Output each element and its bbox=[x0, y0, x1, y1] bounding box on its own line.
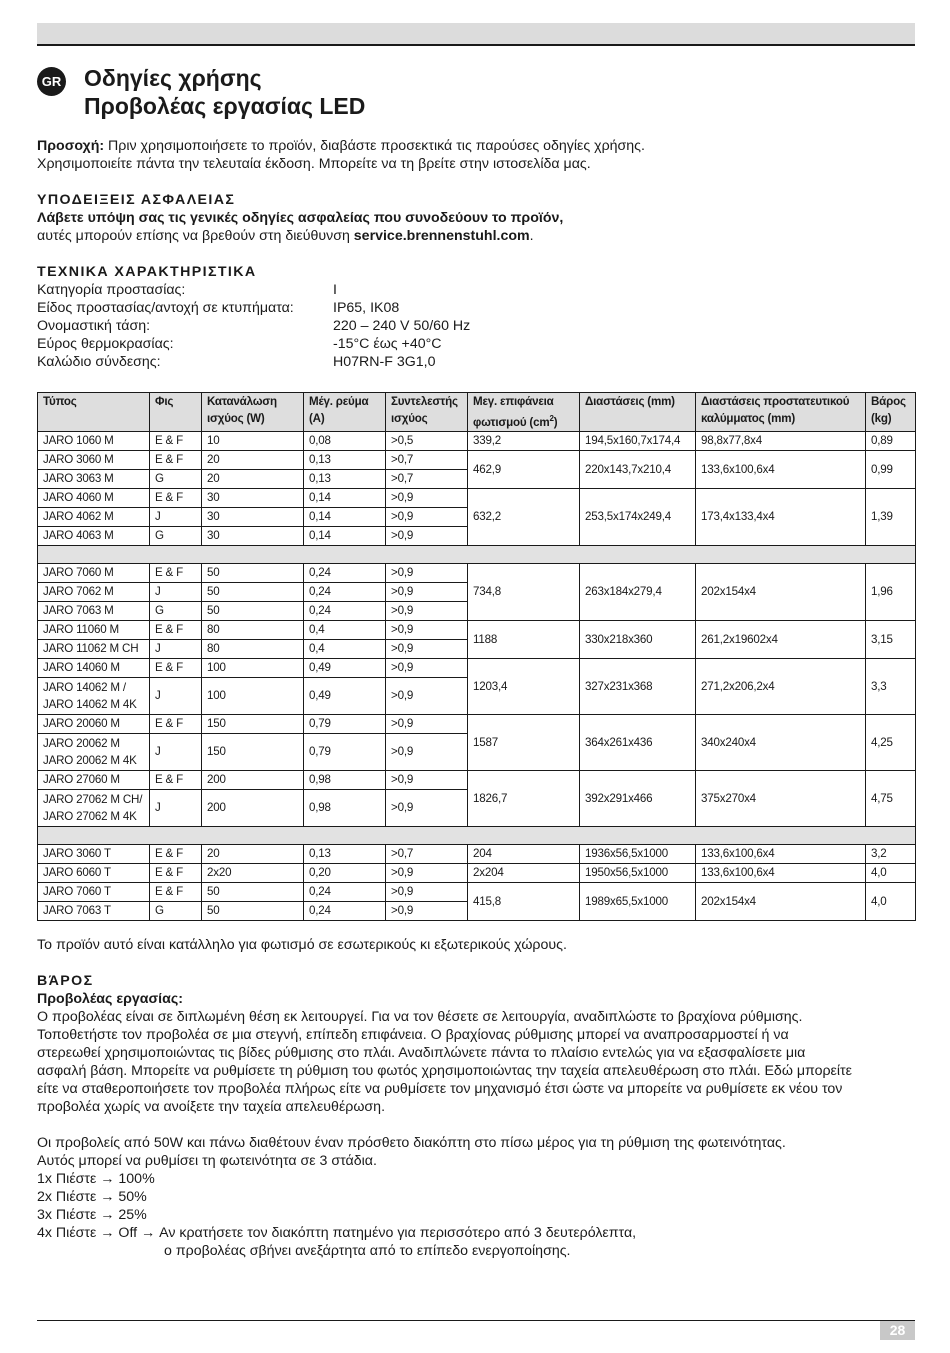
cell-area: 462,9 bbox=[468, 450, 580, 488]
cell-power: 30 bbox=[202, 526, 304, 545]
language-badge-icon: GR bbox=[37, 67, 66, 96]
cell-factor: >0,9 bbox=[386, 639, 468, 658]
cell-plug: G bbox=[150, 601, 202, 620]
cell-area: 1587 bbox=[468, 714, 580, 770]
cell-dims: 1950x56,5x1000 bbox=[580, 863, 696, 882]
cell-plug: E & F bbox=[150, 770, 202, 789]
cell-current: 0,79 bbox=[304, 733, 386, 770]
safety-line-2: αυτές μπορούν επίσης να βρεθούν στη διεύθυνση bbox=[37, 228, 354, 244]
dimmer-step: 1x Πιέστε → 100% bbox=[37, 1171, 155, 1187]
spec-row bbox=[37, 299, 470, 317]
cell-type: JARO 27062 M CH/ JARO 27062 M 4K bbox=[38, 789, 150, 826]
intro-line-1: Πριν χρησιμοποιήσετε το προϊόν, διαβάστε προσεκτικά τις παρούσες οδηγίες χρήσης. bbox=[104, 138, 645, 154]
cell-weight: 4,75 bbox=[866, 770, 916, 826]
cell-current: 0,14 bbox=[304, 526, 386, 545]
header-bar bbox=[37, 23, 915, 46]
cell-type: JARO 4060 M bbox=[38, 488, 150, 507]
spec-value: 220 – 240 V 50/60 Hz bbox=[333, 318, 471, 334]
cell-factor: >0,9 bbox=[386, 507, 468, 526]
cell-factor: >0,9 bbox=[386, 601, 468, 620]
cell-plug: G bbox=[150, 901, 202, 920]
cell-plug: E & F bbox=[150, 844, 202, 863]
col-header-power: Κατανάλωση ισχύος (W) bbox=[202, 393, 304, 432]
cell-type: JARO 27060 M bbox=[38, 770, 150, 789]
cell-current: 0,4 bbox=[304, 620, 386, 639]
cell-factor: >0,9 bbox=[386, 526, 468, 545]
table-row bbox=[38, 658, 916, 677]
cell-factor: >0,7 bbox=[386, 844, 468, 863]
paragraph-line: Αυτός μπορεί να ρυθμίσει τη φωτεινότητα σε 3 στάδια. bbox=[37, 1153, 377, 1169]
cell-plug: E & F bbox=[150, 714, 202, 733]
table-row bbox=[38, 770, 916, 789]
cell-factor: >0,9 bbox=[386, 677, 468, 714]
cell-dims: 364x261x436 bbox=[580, 714, 696, 770]
cell-dims: 327x231x368 bbox=[580, 658, 696, 714]
cell-type: JARO 14062 M / JARO 14062 M 4K bbox=[38, 677, 150, 714]
spec-row bbox=[37, 281, 470, 299]
cell-power: 150 bbox=[202, 733, 304, 770]
cell-type: JARO 7062 M bbox=[38, 582, 150, 601]
page-number: 28 bbox=[880, 1321, 915, 1340]
cell-power: 50 bbox=[202, 582, 304, 601]
safety-line-2-end: . bbox=[529, 228, 534, 244]
paragraph-line: Τοποθετήστε τον προβολέα σε μια στεγνή, επίπεδη επιφάνεια. Ο βραχίονας ρύθμισης μπορεί να αναπροσαρμοστεί ή να bbox=[37, 1027, 789, 1043]
cell-type: JARO 20062 M JARO 20062 M 4K bbox=[38, 733, 150, 770]
spec-label: Ονομαστική τάση: bbox=[37, 318, 151, 334]
cell-dims: 194,5x160,7x174,4 bbox=[580, 431, 696, 450]
spec-label: Κατηγορία προστασίας: bbox=[37, 282, 186, 298]
cell-plug: G bbox=[150, 469, 202, 488]
cell-plug: E & F bbox=[150, 882, 202, 901]
cell-plug: J bbox=[150, 733, 202, 770]
cell-weight: 0,99 bbox=[866, 450, 916, 488]
cell-dims: 253,5x174x249,4 bbox=[580, 488, 696, 545]
cell-current: 0,20 bbox=[304, 863, 386, 882]
cell-factor: >0,9 bbox=[386, 582, 468, 601]
intro-line-2: Χρησιμοποιείτε πάντα την τελευταία έκδοση. Μπορείτε να τη βρείτε στην ιστοσελίδα μας. bbox=[37, 156, 591, 172]
cell-plug: J bbox=[150, 677, 202, 714]
cell-type: JARO 11060 M bbox=[38, 620, 150, 639]
cell-cover: 202x154x4 bbox=[696, 563, 866, 620]
cell-current: 0,49 bbox=[304, 658, 386, 677]
cell-factor: >0,9 bbox=[386, 770, 468, 789]
product-table bbox=[37, 392, 916, 921]
cell-power: 30 bbox=[202, 507, 304, 526]
cell-area: 1826,7 bbox=[468, 770, 580, 826]
cell-type: JARO 3063 M bbox=[38, 469, 150, 488]
table-row bbox=[38, 714, 916, 733]
cell-area: 2x204 bbox=[468, 863, 580, 882]
col-header-weight: Βάρος (kg) bbox=[866, 393, 916, 432]
cell-factor: >0,9 bbox=[386, 620, 468, 639]
dimmer-step-note: ο προβολέας σβήνει ανεξάρτητα από το επίπεδο ενεργοποίησης. bbox=[164, 1243, 571, 1259]
cell-current: 0,13 bbox=[304, 844, 386, 863]
cell-current: 0,14 bbox=[304, 488, 386, 507]
col-header-type: Τύπος bbox=[38, 393, 150, 432]
cell-power: 80 bbox=[202, 639, 304, 658]
col-header-factor: Συντελεστής ισχύος bbox=[386, 393, 468, 432]
cell-current: 0,98 bbox=[304, 770, 386, 789]
cell-plug: E & F bbox=[150, 563, 202, 582]
cell-dims: 1936x56,5x1000 bbox=[580, 844, 696, 863]
paragraph-line: προβολέα χωρίς να ανοίξετε την ταχεία απελευθέρωση. bbox=[37, 1099, 386, 1115]
cell-power: 2x20 bbox=[202, 863, 304, 882]
paragraph-line: στερεωθεί χρησιμοποιώντας τις βίδες ρύθμισης στο πλάι. Αναδιπλώνετε πάντα το πλαίσιο εντελώς για να εξασφαλίσετε μια bbox=[37, 1045, 806, 1061]
cell-weight: 1,96 bbox=[866, 563, 916, 620]
cell-dims: 1989x65,5x1000 bbox=[580, 882, 696, 920]
cell-dims: 263x184x279,4 bbox=[580, 563, 696, 620]
cell-power: 50 bbox=[202, 901, 304, 920]
suitability-note: Το προϊόν αυτό είναι κατάλληλο για φωτισμό σε εσωτερικούς κι εξωτερικούς χώρους. bbox=[37, 937, 567, 953]
table-row bbox=[38, 844, 916, 863]
cell-type: JARO 6060 T bbox=[38, 863, 150, 882]
footer-rule bbox=[37, 1320, 915, 1321]
dimmer-step: 4x Πιέστε → Off → Αν κρατήσετε τον διακόπτη πατημένο για περισσότερο από 3 δευτερόλεπτα, bbox=[37, 1225, 637, 1241]
operation-subheading: Προβολέας εργασίας: bbox=[37, 991, 183, 1007]
operation-heading: ΒΆΡΟΣ bbox=[37, 973, 94, 989]
cell-current: 0,24 bbox=[304, 582, 386, 601]
cell-plug: E & F bbox=[150, 488, 202, 507]
cell-dims: 330x218x360 bbox=[580, 620, 696, 658]
table-row bbox=[38, 863, 916, 882]
cell-power: 50 bbox=[202, 563, 304, 582]
cell-current: 0,49 bbox=[304, 677, 386, 714]
cell-factor: >0,5 bbox=[386, 431, 468, 450]
cell-factor: >0,9 bbox=[386, 488, 468, 507]
cell-type: JARO 7060 T bbox=[38, 882, 150, 901]
cell-power: 100 bbox=[202, 658, 304, 677]
cell-type: JARO 20060 M bbox=[38, 714, 150, 733]
dimmer-section bbox=[37, 1134, 786, 1260]
spec-row bbox=[37, 353, 470, 371]
dimmer-step: 3x Πιέστε → 25% bbox=[37, 1207, 147, 1223]
cell-cover: 261,2x19602x4 bbox=[696, 620, 866, 658]
col-header-plug: Φις bbox=[150, 393, 202, 432]
cell-area: 415,8 bbox=[468, 882, 580, 920]
cell-factor: >0,9 bbox=[386, 733, 468, 770]
cell-cover: 375x270x4 bbox=[696, 770, 866, 826]
cell-current: 0,24 bbox=[304, 901, 386, 920]
spec-value: IP65, IK08 bbox=[333, 300, 400, 316]
cell-plug: E & F bbox=[150, 431, 202, 450]
paragraph-line: είτε να σταθεροποιήσετε τον προβολέα πλήρως είτε να ρυθμίσετε τον μηχανισμό έτσι ώστε να μπορείτε να ρυθμίσετε εκ νέου τον bbox=[37, 1081, 843, 1097]
cell-current: 0,98 bbox=[304, 789, 386, 826]
cell-cover: 133,6x100,6x4 bbox=[696, 863, 866, 882]
cell-weight: 0,89 bbox=[866, 431, 916, 450]
spec-label: Είδος προστασίας/αντοχή σε κτυπήματα: bbox=[37, 300, 294, 316]
cell-cover: 340x240x4 bbox=[696, 714, 866, 770]
cell-area: 1203,4 bbox=[468, 658, 580, 714]
cell-power: 200 bbox=[202, 789, 304, 826]
cell-plug: E & F bbox=[150, 658, 202, 677]
cell-type: JARO 11062 M CH bbox=[38, 639, 150, 658]
title-line-2: Προβολέας εργασίας LED bbox=[84, 93, 366, 119]
paragraph-line: Οι προβολείς από 50W και πάνω διαθέτουν έναν πρόσθετο διακόπτη στο πίσω μέρος για τη ρύθμιση της φωτεινότητας. bbox=[37, 1135, 786, 1151]
cell-power: 200 bbox=[202, 770, 304, 789]
table-row bbox=[38, 620, 916, 639]
cell-current: 0,24 bbox=[304, 601, 386, 620]
cell-cover: 133,6x100,6x4 bbox=[696, 450, 866, 488]
attention-label: Προσοχή: bbox=[37, 138, 105, 154]
cell-weight: 1,39 bbox=[866, 488, 916, 545]
cell-type: JARO 4062 M bbox=[38, 507, 150, 526]
spec-value: -15°C έως +40°C bbox=[333, 336, 442, 352]
table-row bbox=[38, 882, 916, 901]
specs-list bbox=[37, 281, 470, 371]
cell-weight: 3,2 bbox=[866, 844, 916, 863]
cell-weight: 3,3 bbox=[866, 658, 916, 714]
cell-factor: >0,9 bbox=[386, 714, 468, 733]
cell-factor: >0,9 bbox=[386, 658, 468, 677]
cell-type: JARO 7060 M bbox=[38, 563, 150, 582]
paragraph-line: ασφαλή βάση. Μπορείτε να ρυθμίσετε τη ρύθμιση του φωτός χρησιμοποιώντας την ταχεία απελευθέρωση στο πλάι. Εδώ μπορείτε bbox=[37, 1063, 852, 1079]
page-title bbox=[84, 64, 365, 120]
intro-notice bbox=[37, 137, 645, 173]
spec-row bbox=[37, 317, 470, 335]
cell-plug: J bbox=[150, 507, 202, 526]
col-header-current: Μέγ. ρεύμα (A) bbox=[304, 393, 386, 432]
cell-power: 30 bbox=[202, 488, 304, 507]
cell-power: 20 bbox=[202, 450, 304, 469]
spec-row bbox=[37, 335, 470, 353]
cell-power: 10 bbox=[202, 431, 304, 450]
col-header-area: Μεγ. επιφάνεια φωτισμού $(cm^2)$ bbox=[468, 393, 580, 432]
cell-type: JARO 7063 M bbox=[38, 601, 150, 620]
cell-power: 80 bbox=[202, 620, 304, 639]
spec-label: Εύρος θερμοκρασίας: bbox=[37, 336, 174, 352]
table-row bbox=[38, 431, 916, 450]
col-header-dims: Διαστάσεις (mm) bbox=[580, 393, 696, 432]
cell-power: 50 bbox=[202, 601, 304, 620]
cell-type: JARO 4063 M bbox=[38, 526, 150, 545]
cell-factor: >0,9 bbox=[386, 882, 468, 901]
cell-current: 0,79 bbox=[304, 714, 386, 733]
paragraph-line: Ο προβολέας είναι σε διπλωμένη θέση εκ λειτουργεί. Για να τον θέσετε σε λειτουργία, αναδιπλώστε το βραχίονα ρύθμισης. bbox=[37, 1009, 803, 1025]
spec-value: I bbox=[333, 282, 337, 298]
cell-cover: 98,8x77,8x4 bbox=[696, 431, 866, 450]
cell-weight: 4,0 bbox=[866, 882, 916, 920]
cell-power: 20 bbox=[202, 469, 304, 488]
cell-cover: 173,4x133,4x4 bbox=[696, 488, 866, 545]
cell-dims: 392x291x466 bbox=[580, 770, 696, 826]
cell-dims: 220x143,7x210,4 bbox=[580, 450, 696, 488]
specs-heading: ΤΕΧΝΙΚΑ ΧΑΡΑΚΤΗΡΙΣΤΙΚΑ bbox=[37, 264, 257, 280]
table-row bbox=[38, 450, 916, 469]
cell-current: 0,24 bbox=[304, 882, 386, 901]
cell-power: 20 bbox=[202, 844, 304, 863]
cell-factor: >0,9 bbox=[386, 863, 468, 882]
cell-type: JARO 7063 T bbox=[38, 901, 150, 920]
safety-heading: ΥΠΟΔΕΙΞΕΙΣ ΑΣΦΑΛΕΙΑΣ bbox=[37, 192, 236, 208]
cell-plug: J bbox=[150, 789, 202, 826]
cell-cover: 271,2x206,2x4 bbox=[696, 658, 866, 714]
cell-factor: >0,9 bbox=[386, 563, 468, 582]
cell-area: 632,2 bbox=[468, 488, 580, 545]
table-separator-row bbox=[38, 826, 916, 844]
spec-label: Καλώδιο σύνδεσης: bbox=[37, 354, 161, 370]
cell-plug: E & F bbox=[150, 863, 202, 882]
cell-current: 0,13 bbox=[304, 450, 386, 469]
cell-plug: J bbox=[150, 639, 202, 658]
col-header-cover: Διαστάσεις προστατευτικού καλύμματος (mm) bbox=[696, 393, 866, 432]
cell-plug: G bbox=[150, 526, 202, 545]
dimmer-step: 2x Πιέστε → 50% bbox=[37, 1189, 147, 1205]
safety-bold-line: Λάβετε υπόψη σας τις γενικές οδηγίες ασφαλείας που συνοδεύουν το προϊόν, bbox=[37, 210, 564, 226]
cell-plug: J bbox=[150, 582, 202, 601]
cell-type: JARO 14060 M bbox=[38, 658, 150, 677]
cell-area: 339,2 bbox=[468, 431, 580, 450]
operation-section bbox=[37, 972, 852, 1116]
cell-power: 100 bbox=[202, 677, 304, 714]
cell-factor: >0,9 bbox=[386, 901, 468, 920]
cell-weight: 4,0 bbox=[866, 863, 916, 882]
cell-weight: 3,15 bbox=[866, 620, 916, 658]
cell-current: 0,13 bbox=[304, 469, 386, 488]
cell-current: 0,08 bbox=[304, 431, 386, 450]
table-header-row bbox=[38, 393, 916, 432]
cell-power: 150 bbox=[202, 714, 304, 733]
cell-factor: >0,7 bbox=[386, 450, 468, 469]
cell-weight: 4,25 bbox=[866, 714, 916, 770]
cell-type: JARO 3060 T bbox=[38, 844, 150, 863]
cell-area: 734,8 bbox=[468, 563, 580, 620]
cell-area: 204 bbox=[468, 844, 580, 863]
cell-area: 1188 bbox=[468, 620, 580, 658]
cell-factor: >0,7 bbox=[386, 469, 468, 488]
title-line-1: Οδηγίες χρήσης bbox=[84, 65, 262, 91]
cell-type: JARO 1060 M bbox=[38, 431, 150, 450]
cell-current: 0,14 bbox=[304, 507, 386, 526]
spec-value: H07RN-F 3G1,0 bbox=[333, 354, 436, 370]
cell-power: 50 bbox=[202, 882, 304, 901]
cell-plug: E & F bbox=[150, 450, 202, 469]
safety-section bbox=[37, 191, 563, 245]
table-separator-row bbox=[38, 545, 916, 563]
cell-current: 0,24 bbox=[304, 563, 386, 582]
cell-current: 0,4 bbox=[304, 639, 386, 658]
table-row bbox=[38, 563, 916, 582]
cell-plug: E & F bbox=[150, 620, 202, 639]
cell-type: JARO 3060 M bbox=[38, 450, 150, 469]
service-link[interactable]: service.brennenstuhl.com bbox=[353, 228, 530, 244]
cell-cover: 133,6x100,6x4 bbox=[696, 844, 866, 863]
cell-factor: >0,9 bbox=[386, 789, 468, 826]
cell-cover: 202x154x4 bbox=[696, 882, 866, 920]
table-row bbox=[38, 488, 916, 507]
